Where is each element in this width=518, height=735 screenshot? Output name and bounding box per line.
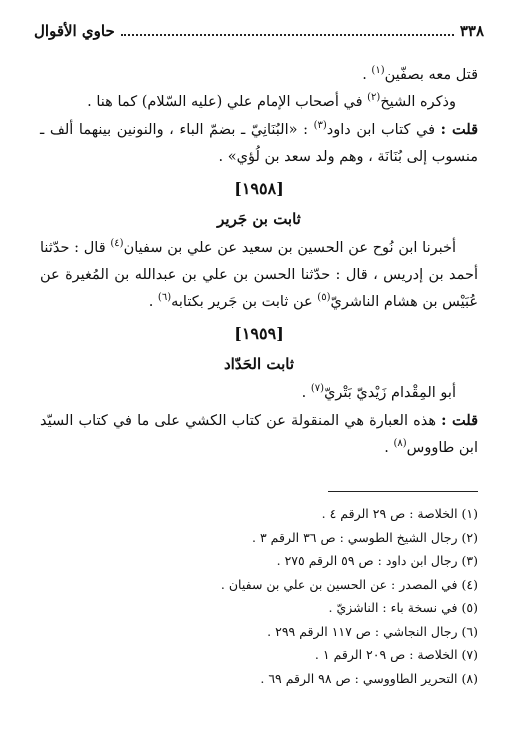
footnote: (٤) في المصدر : عن الحسين بن علي بن سفيان . [220,576,478,592]
footnote: (٥) في نسخة باء : الناشزيّ . [328,600,478,615]
page-number: ٣٣٨ [459,22,484,40]
footnote-ref: (٦) [157,292,172,304]
entry-paragraph: أبو المِقْدام زَيْديّ بَتْريّ$^{(٧)}$ . [301,383,456,401]
text-line: قتل معه بصفّين$^{(١)}$ . [362,65,478,83]
comment-paragraph: قلت : في كتاب ابن داود$^{(٣)}$ : «البُنَانِيّ ـ بضمّ الباء ، والنونين بينهما ألف ـ منسوب إلى بُنَانَة ، وهم ولد سعد بن لُؤي» . [40,120,478,165]
main-text [40,62,478,462]
comment-paragraph: قلت : هذه العبارة هي المنقولة عن كتاب الكشي على ما في كتاب السيّد ابن طاووس$^{(٨)}$ . [40,412,478,456]
footnote-ref: (٨) [393,438,407,450]
footnote-ref: (٢) [367,92,381,104]
running-header [34,22,484,46]
header-dot-leader [121,24,454,36]
entry-number: [١٩٥٨] [234,179,284,198]
footnote: (٦) رجال النجاشي : ص ١١٧ الرقم ٢٩٩ . [267,623,478,639]
footnote: (١) الخلاصة : ص ٢٩ الرقم ٤ . [321,506,478,521]
entry-name: ثابت بن جَرير [217,210,301,228]
footnotes [40,502,478,690]
book-title: حاوي الأقوال [34,22,115,40]
footnote-ref: (٤) [110,238,124,250]
footnote-separator [328,491,478,492]
footnote: (٢) رجال الشيخ الطوسي : ص ٣٦ الرقم ٣ . [252,529,478,545]
entry-number: [١٩٥٩] [234,324,284,343]
footnote-ref: (٥) [317,292,331,304]
text-line: وذكره الشيخ$^{(٢)}$ في أصحاب الإمام علي (عليه السّلام) كما هنا . [87,92,456,110]
qalat-label: قلت : [441,412,478,429]
qalat-label: قلت : [440,121,478,138]
entry-name: ثابت الحَدّاد [223,355,294,373]
footnote-ref: (١) [371,65,385,77]
footnote: (٧) الخلاصة : ص ٢٠٩ الرقم ١ . [314,647,478,662]
entry-paragraph: أخبرنا ابن نُوح عن الحسين بن سعيد عن علي بن سفيان$^{(٤)}$ قال : حدّثنا أحمد بن إدريس ، قال : حدّثنا الحسن بن علي بن عبدالله بن المُغيرة عن عُبَيْس بن هشام الناشريّ$^{(٥)}$ عن ثابت بن جَرير بكتابه$^{(٦)}$ . [40,238,478,310]
footnote: (٣) رجال ابن داود : ص ٥٩ الرقم ٢٧٥ . [276,553,478,568]
footnote: (٨) التحرير الطاووسي : ص ٩٨ الرقم ٦٩ . [260,670,478,686]
footnote-ref: (٣) [313,120,327,132]
footnote-ref: (٧) [310,383,325,395]
